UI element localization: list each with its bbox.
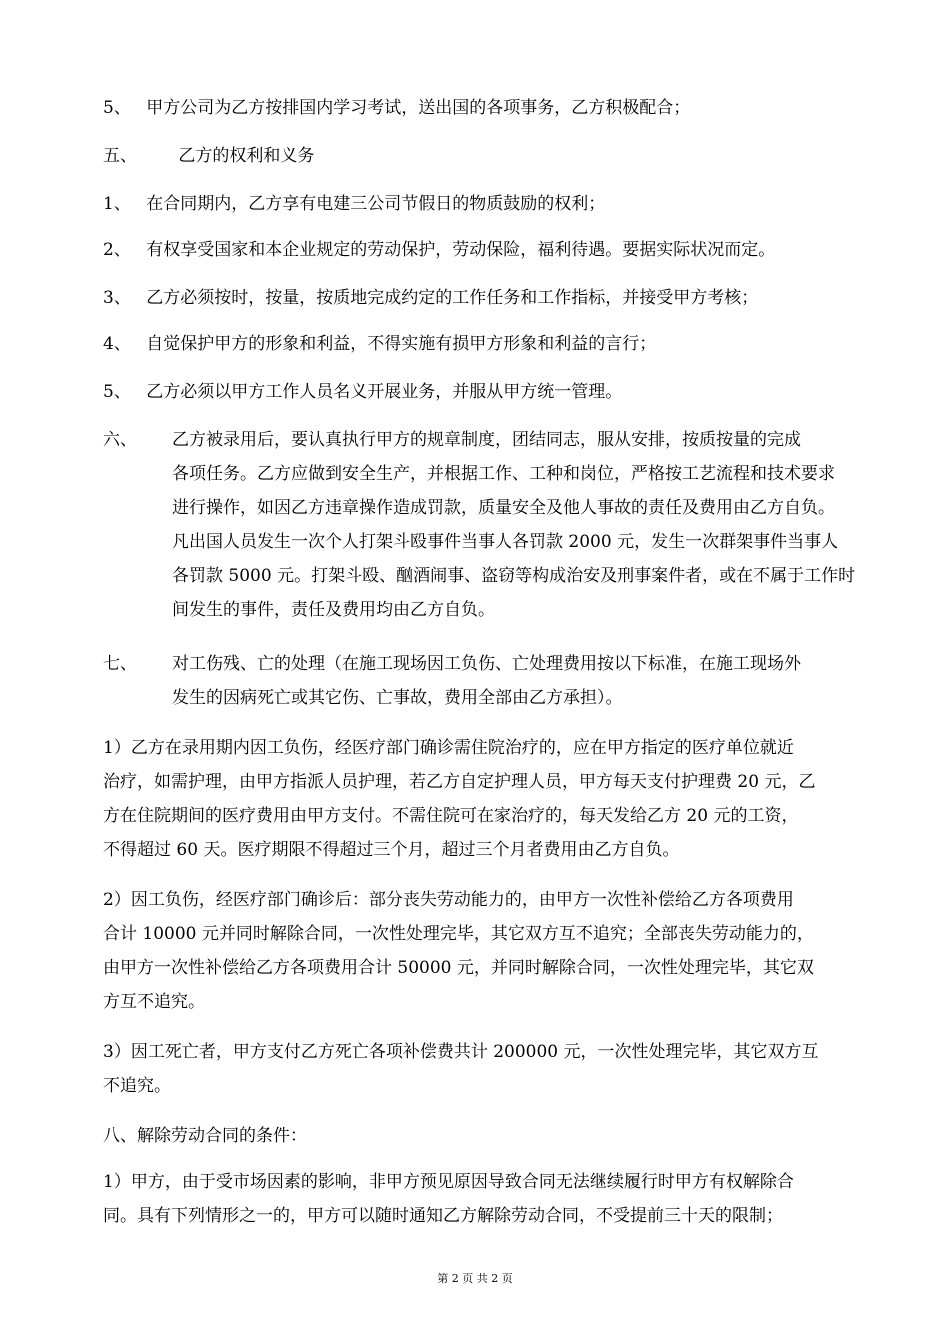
section6-line: 进行操作，如因乙方违章操作造成罚款，质量安全及他人事故的责任及费用由乙方自负。	[172, 498, 835, 518]
list-item	[103, 194, 605, 214]
item-marker: 5、	[103, 98, 131, 118]
clause8-1-line: 1）甲方，由于受市场因素的影响，非甲方预见原因导致合同无法继续履行时甲方有权解除合	[103, 1172, 794, 1192]
clause3-line: 3）因工死亡者，甲方支付乙方死亡各项补偿费共计 200000 元，一次性处理完毕，其它双方互	[103, 1042, 819, 1062]
item-text: 乙方必须以甲方工作人员名义开展业务，并服从甲方统一管理。	[146, 382, 623, 402]
section6-line: 乙方被录用后，要认真执行甲方的规章制度，团结同志，服从安排，按质按量的完成	[172, 430, 801, 450]
item-text: 乙方必须按时，按量，按质地完成约定的工作任务和工作指标，并接受甲方考核；	[146, 288, 759, 308]
section6-line: 各项任务。乙方应做到安全生产，并根据工作、工种和岗位，严格按工艺流程和技术要求	[172, 464, 835, 484]
item-marker: 3、	[103, 288, 131, 308]
section-marker-6: 六、	[103, 430, 137, 450]
item-text: 在合同期内，乙方享有电建三公司节假日的物质鼓励的权利；	[146, 194, 606, 214]
page-footer: 第 2 页 共 2 页	[437, 1272, 513, 1285]
section7-line: 对工伤残、亡的处理（在施工现场因工负伤、亡处理费用按以下标准，在施工现场外	[172, 654, 801, 674]
item-text: 甲方公司为乙方按排国内学习考试，送出国的各项事务，乙方积极配合；	[146, 98, 691, 118]
section-heading-8: 八、解除劳动合同的条件：	[103, 1126, 307, 1146]
clause2-line: 方互不追究。	[103, 992, 205, 1012]
item-text: 乙方的权利和义务	[178, 146, 315, 166]
list-item	[103, 334, 656, 354]
section-marker-7: 七、	[103, 654, 137, 674]
list-item	[103, 98, 690, 118]
clause2-line: 2）因工负伤，经医疗部门确诊后：部分丧失劳动能力的，由甲方一次性补偿给乙方各项费用	[103, 890, 794, 910]
list-item	[103, 240, 775, 260]
item-text: 有权享受国家和本企业规定的劳动保护，劳动保险，福利待遇。要据实际状况而定。	[146, 240, 776, 260]
section6-line: 凡出国人员发生一次个人打架斗殴事件当事人各罚款 2000 元，发生一次群架事件当事人	[172, 532, 839, 552]
item-text: 自觉保护甲方的形象和利益，不得实施有损甲方形象和利益的言行；	[146, 334, 657, 354]
section-heading-5	[103, 146, 314, 166]
item-marker: 4、	[103, 334, 131, 354]
clause3-line: 不追究。	[103, 1076, 171, 1096]
clause1-line: 治疗，如需护理，由甲方指派人员护理，若乙方自定护理人员，甲方每天支付护理费 20 元，乙	[103, 772, 816, 792]
list-item	[103, 382, 622, 402]
clause2-line: 由甲方一次性补偿给乙方各项费用合计 50000 元，并同时解除合同，一次性处理完毕，其它双	[103, 958, 814, 978]
section6-line: 间发生的事件，责任及费用均由乙方自负。	[172, 600, 495, 620]
list-item	[103, 288, 758, 308]
item-marker: 5、	[103, 382, 131, 402]
clause1-line: 方在住院期间的医疗费用由甲方支付。不需住院可在家治疗的，每天发给乙方 20 元的工资，	[103, 806, 799, 826]
clause2-line: 合计 10000 元并同时解除合同，一次性处理完毕，其它双方互不追究；全部丧失劳动能力的，	[103, 924, 814, 944]
item-marker: 五、	[103, 146, 137, 166]
clause8-1-line: 同。具有下列情形之一的，甲方可以随时通知乙方解除劳动合同，不受提前三十天的限制；	[103, 1206, 783, 1226]
item-marker: 2、	[103, 240, 131, 260]
section7-line: 发生的因病死亡或其它伤、亡事故，费用全部由乙方承担）。	[172, 688, 623, 708]
section6-line: 各罚款 5000 元。打架斗殴、酗酒闹事、盗窃等构成治安及刑事案件者，或在不属于工作时	[172, 566, 856, 586]
clause1-line: 不得超过 60 天。医疗期限不得超过三个月，超过三个月者费用由乙方自负。	[103, 840, 680, 860]
item-marker: 1、	[103, 194, 131, 214]
clause1-line: 1）乙方在录用期内因工负伤，经医疗部门确诊需住院治疗的，应在甲方指定的医疗单位就近	[103, 738, 794, 758]
